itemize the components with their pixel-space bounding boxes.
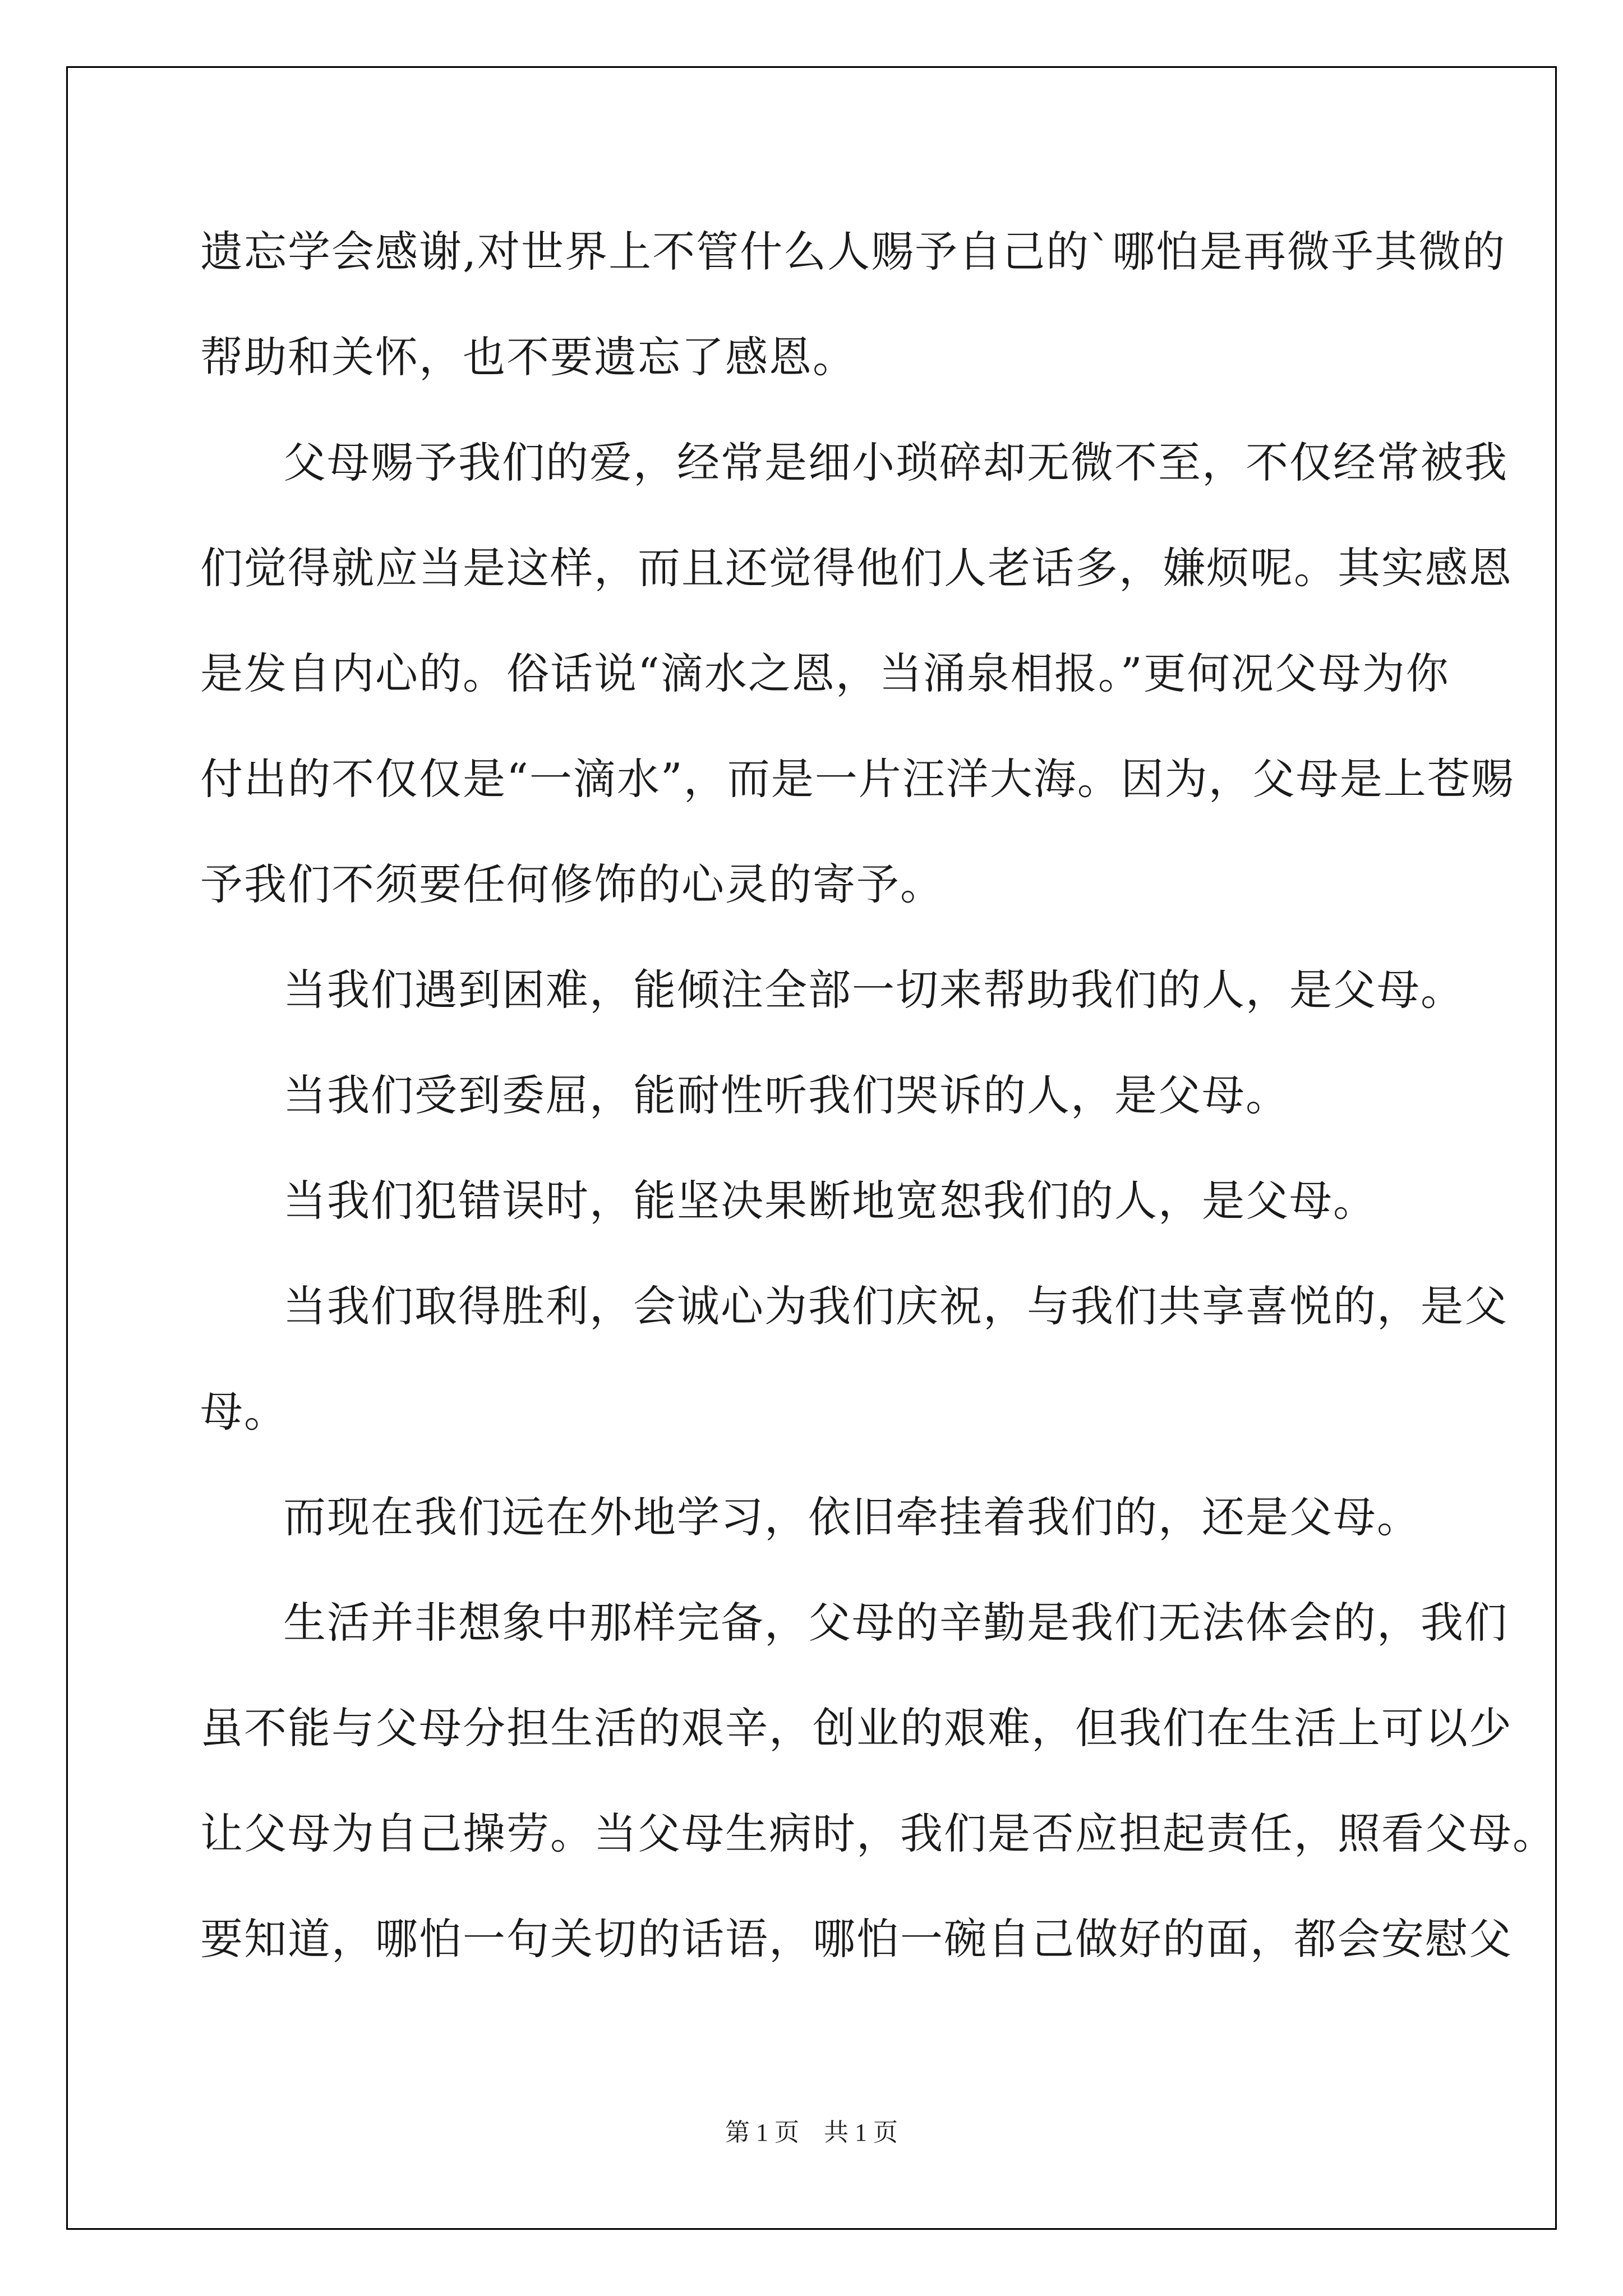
text-line: 当我们遇到困难，能倾注全部一切来帮助我们的人，是父母。 (283, 965, 1464, 1015)
document-body (200, 199, 1556, 1992)
text-line: 要知道，哪怕一句关切的话语，哪怕一碗自己做好的面，都会安慰父 (200, 1914, 1513, 1964)
text-line: 生活并非想象中那样完备，父母的辛勤是我们无法体会的，我们 (283, 1598, 1508, 1648)
text-line: 帮助和关怀，也不要遗忘了感恩。 (200, 332, 856, 382)
text-line: 当我们受到委屈，能耐性听我们哭诉的人，是父母。 (283, 1070, 1289, 1120)
text-line: 当我们取得胜利，会诚心为我们庆祝，与我们共享喜悦的，是父 (283, 1281, 1508, 1331)
text-line: 是发自内心的。俗话说“滴水之恩，当涌泉相报。”更何况父母为你 (200, 648, 1450, 698)
text-line: 母。 (200, 1387, 288, 1437)
page-footer: 第 1 页 共 1 页 (725, 2119, 898, 2146)
text-line: 而现在我们远在外地学习，依旧牵挂着我们的，还是父母。 (283, 1492, 1421, 1542)
text-line: 们觉得就应当是这样，而且还觉得他们人老话多，嫌烦呢。其实感恩 (200, 543, 1513, 593)
text-line: 付出的不仅仅是“一滴水”，而是一片汪洋大海。因为，父母是上苍赐 (200, 754, 1515, 804)
text-line: 虽不能与父母分担生活的艰辛，创业的艰难，但我们在生活上可以少 (200, 1703, 1513, 1753)
text-line: 父母赐予我们的爱，经常是细小琐碎却无微不至，不仅经常被我 (283, 438, 1508, 487)
text-line: 让父母为自己操劳。当父母生病时，我们是否应担起责任，照看父母。 (200, 1809, 1556, 1858)
text-line: 予我们不须要任何修饰的心灵的寄予。 (200, 859, 944, 909)
text-line: 当我们犯错误时，能坚决果断地宽恕我们的人，是父母。 (283, 1176, 1377, 1226)
text-line: 遗忘学会感谢,对世界上不管什么人赐予自己的`哪怕是再微乎其微的 (200, 227, 1506, 277)
